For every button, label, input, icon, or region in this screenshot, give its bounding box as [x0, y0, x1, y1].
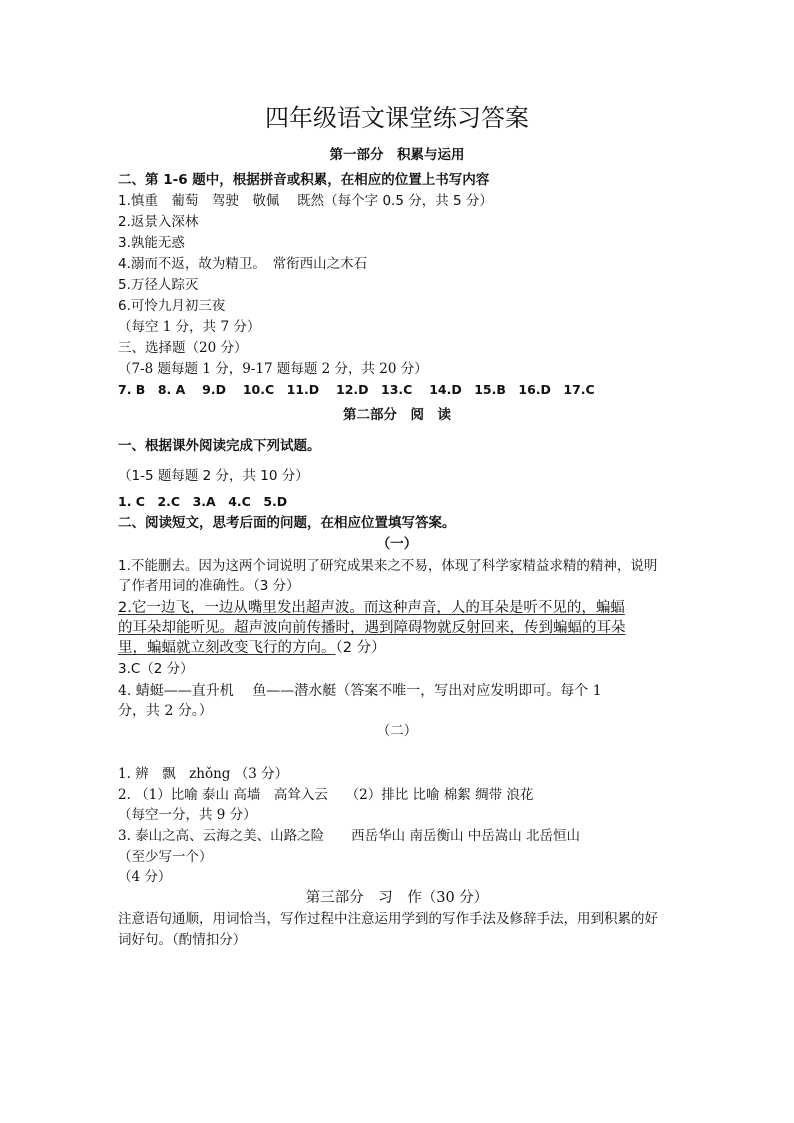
sub1-q2-line3-text: 里，蝙蝠就立刻改变飞行的方向。	[118, 640, 336, 656]
sub1-q2-line1	[118, 599, 625, 617]
sub2-q2: 2. （1）比喻 泰山 高墙 高耸入云 （2）排比 比喻 棉絮 绸带 浪花	[118, 787, 534, 803]
part2-heading: 第二部分 阅 读	[343, 407, 451, 423]
part3-heading: 第三部分 习 作（30 分）	[305, 890, 489, 906]
part1-section3-answers: 7. B 8. A 9.D 10.C 11.D 12.D 13.C 14.D 15.B 16.D 17.C	[118, 382, 595, 397]
part1-item-6: 6.可怜九月初三夜	[118, 298, 226, 314]
part2-section1-note: （1-5 题每题 2 分，共 10 分）	[118, 468, 309, 484]
part1-section3-title: 三、选择题（20 分）	[118, 340, 248, 356]
part1-section3-note: （7-8 题每题 1 分，9-17 题每题 2 分，共 20 分）	[118, 361, 428, 377]
sub1-q2-line1-text: 2.它一边飞，一边从嘴里发出超声波。而这种声音，人的耳朵是听不见的，蝙蝠	[118, 600, 625, 616]
part1-item-2: 2.返景入深林	[118, 214, 199, 230]
part1-heading: 第一部分 积累与运用	[329, 147, 465, 163]
part3-line2: 词好句。（酌情扣分）	[118, 932, 247, 948]
part1-item-4: 4.溺而不返，故为精卫。 常衔西山之木石	[118, 256, 368, 272]
sub1-q2-score: （2 分）	[335, 640, 386, 656]
sub1-q1-line1: 1.不能删去。因为这两个词说明了研究成果来之不易，体现了科学家精益求精的精神，说明	[118, 558, 658, 574]
part1-score-note: （每空 1 分，共 7 分）	[118, 319, 261, 335]
sub2-q1: 1. 辨 飘 zhǒng （3 分）	[118, 766, 289, 782]
sub1-q4-line1: 4. 蜻蜓——直升机 鱼——潜水艇（答案不唯一，写出对应发明即可。每个 1	[118, 683, 602, 699]
page-title: 四年级语文课堂练习答案	[265, 104, 529, 132]
sub2-q3-note1: （至少写一个）	[118, 849, 213, 865]
part2-section2-title: 二、阅读短文，思考后面的问题，在相应位置填写答案。	[118, 515, 456, 531]
sub2-q2-note: （每空一分，共 9 分）	[118, 807, 257, 823]
part2-section1-answers: 1. C 2.C 3.A 4.C 5.D	[118, 494, 288, 509]
sub1-q1-line2: 了作者用词的准确性。（3 分）	[118, 578, 300, 594]
sub1-q2-line2-text: 的耳朵却能听见。超声波向前传播时，遇到障碍物就反射回来，传到蝙蝠的耳朵	[118, 620, 626, 636]
sub1-q2-line2	[118, 619, 626, 637]
sub2-q3-note2: （4 分）	[118, 869, 172, 885]
part2-sub2-heading: （二）	[376, 723, 418, 739]
part1-item-1: 1.慎重 葡萄 驾驶 敬佩 既然（每个字 0.5 分，共 5 分）	[118, 193, 493, 209]
part1-item-3: 3.孰能无惑	[118, 235, 185, 251]
sub2-q3: 3. 泰山之高、云海之美、山路之险 西岳华山 南岳衡山 中岳嵩山 北岳恒山	[118, 828, 581, 844]
sub1-q2-line3	[118, 639, 386, 657]
sub1-q4-line2: 分，共 2 分。）	[118, 703, 213, 719]
part1-section2-title: 二、第 1-6 题中，根据拼音或积累，在相应的位置上书写内容	[118, 172, 490, 188]
part1-item-5: 5.万径人踪灭	[118, 277, 199, 293]
part2-sub1-heading: （一）	[376, 536, 418, 552]
sub1-q3: 3.C（2 分）	[118, 661, 194, 677]
part2-section1-title: 一、根据课外阅读完成下列试题。	[118, 438, 321, 454]
part3-line1: 注意语句通顺，用词恰当，写作过程中注意运用学到的写作手法及修辞手法，用到积累的好	[118, 911, 658, 927]
